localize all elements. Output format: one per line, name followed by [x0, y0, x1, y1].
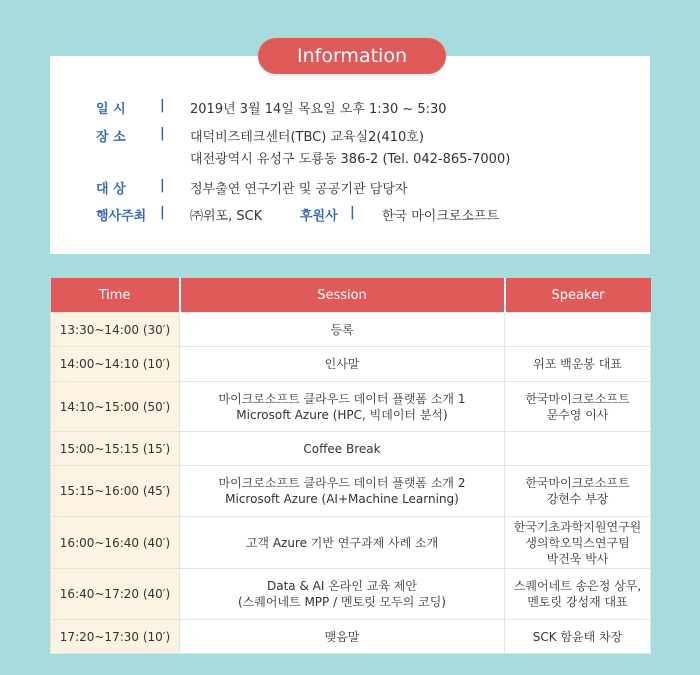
schedule-cell-time: 17:20~17:30 (10′)	[51, 620, 180, 654]
schedule-cell-time: 14:10~15:00 (50′)	[51, 382, 180, 432]
schedule-cell-session-line: 인사말	[324, 357, 360, 371]
schedule-cell-session	[180, 382, 505, 432]
schedule-row	[51, 347, 651, 382]
schedule-row	[51, 382, 651, 432]
info-value-host: ㈜위포, SCK	[190, 209, 263, 224]
schedule-row	[51, 620, 651, 654]
schedule-cell-speaker-line: SCK 함윤태 차장	[532, 629, 623, 644]
schedule-body	[51, 313, 651, 654]
schedule-cell-session-line: Microsoft Azure (AI+Machine Learning)	[225, 492, 459, 506]
info-separator: |	[350, 205, 355, 220]
schedule-cell-session	[180, 432, 505, 466]
schedule-cell-time: 15:15~16:00 (45′)	[51, 466, 180, 517]
info-label-sponsor: 후원사	[300, 209, 338, 224]
info-separator: |	[160, 178, 165, 193]
schedule-cell-session-line: (스퀘어네트 MPP / 멘토릿 모두의 코딩)	[237, 595, 446, 609]
schedule-cell-session-line: Coffee Break	[303, 441, 381, 456]
schedule-cell-speaker-line: 박건욱 박사	[546, 551, 609, 566]
info-value-place-line1: 대덕비즈테크센터(TBC) 교육실2(410호)	[190, 130, 424, 145]
column-header-session: Session	[180, 278, 505, 313]
schedule-table	[50, 278, 651, 654]
info-label-target: 대 상	[96, 182, 126, 197]
schedule-cell-speaker	[505, 620, 651, 654]
info-label-datetime: 일 시	[96, 102, 126, 117]
schedule-cell-speaker	[505, 466, 651, 517]
schedule-cell-session	[180, 466, 505, 517]
schedule-row	[51, 517, 651, 569]
schedule-cell-session-line: Data & AI 온라인 교육 제안	[267, 579, 417, 593]
schedule-cell-time: 16:40~17:20 (40′)	[51, 569, 180, 620]
schedule-cell-speaker-line: 문수영 이사	[546, 407, 609, 422]
schedule-row	[51, 466, 651, 517]
schedule-cell-time: 13:30~14:00 (30′)	[51, 313, 180, 347]
schedule-cell-session	[180, 517, 505, 569]
schedule-cell-speaker	[505, 517, 651, 569]
info-separator: |	[160, 126, 165, 141]
schedule-cell-session-line: 맺음말	[324, 629, 360, 644]
column-header-time: Time	[51, 278, 180, 313]
schedule-cell-session	[180, 347, 505, 382]
schedule-cell-speaker-line: 한국마이크로소프트	[525, 476, 630, 490]
info-label-host: 행사주최	[96, 209, 147, 224]
schedule-cell-time: 16:00~16:40 (40′)	[51, 517, 180, 569]
schedule-cell-speaker-line: 멘토릿 강성재 대표	[527, 595, 628, 609]
info-value-target: 정부출연 연구기관 및 공공기관 담당자	[190, 182, 408, 197]
info-value-datetime: 2019년 3월 14일 목요일 오후 1:30 ~ 5:30	[190, 102, 447, 117]
info-value-sponsor: 한국 마이크로소프트	[382, 209, 500, 224]
schedule-cell-time: 15:00~15:15 (15′)	[51, 432, 180, 466]
info-separator: |	[160, 98, 165, 113]
schedule-cell-session-line: 마이크로소프트 클라우드 데이터 플랫폼 소개 1	[218, 391, 466, 406]
schedule-cell-speaker	[505, 382, 651, 432]
info-label-place: 장 소	[96, 130, 126, 145]
schedule-cell-session-line: 고객 Azure 기반 연구과제 사례 소개	[245, 535, 439, 550]
schedule-cell-session-line: Microsoft Azure (HPC, 빅데이터 분석)	[236, 407, 448, 422]
schedule-row	[51, 313, 651, 347]
schedule-cell-session	[180, 569, 505, 620]
schedule-row	[51, 569, 651, 620]
schedule-cell-speaker-line: 스퀘어네트 송은정 상무,	[513, 579, 642, 593]
schedule-header-row	[51, 278, 651, 313]
schedule-cell-speaker	[505, 347, 651, 382]
schedule-cell-session	[180, 313, 505, 347]
schedule-cell-speaker-line: 강현수 부장	[546, 492, 609, 506]
schedule-cell-speaker-line: 한국마이크로소프트	[525, 391, 630, 406]
information-title-badge: Information	[258, 38, 446, 74]
schedule-cell-speaker	[505, 313, 651, 347]
schedule-cell-speaker	[505, 569, 651, 620]
schedule-cell-speaker	[505, 432, 651, 466]
schedule-cell-session-line: 등록	[330, 322, 354, 337]
schedule-cell-session-line: 마이크로소프트 클라우드 데이터 플랫폼 소개 2	[218, 476, 466, 490]
schedule-cell-time: 14:00~14:10 (10′)	[51, 347, 180, 382]
info-card	[50, 56, 650, 254]
schedule-row	[51, 432, 651, 466]
schedule-cell-speaker-line: 생의학오믹스연구팀	[525, 535, 630, 550]
schedule-cell-speaker-line: 한국기초과학지원연구원	[513, 519, 642, 534]
info-value-place-line2: 대전광역시 유성구 도룡동 386-2 (Tel. 042-865-7000)	[190, 152, 511, 167]
schedule-cell-speaker-line: 위포 백운봉 대표	[533, 357, 622, 371]
info-separator: |	[160, 205, 165, 220]
schedule-cell-session	[180, 620, 505, 654]
column-header-speaker: Speaker	[505, 278, 651, 313]
